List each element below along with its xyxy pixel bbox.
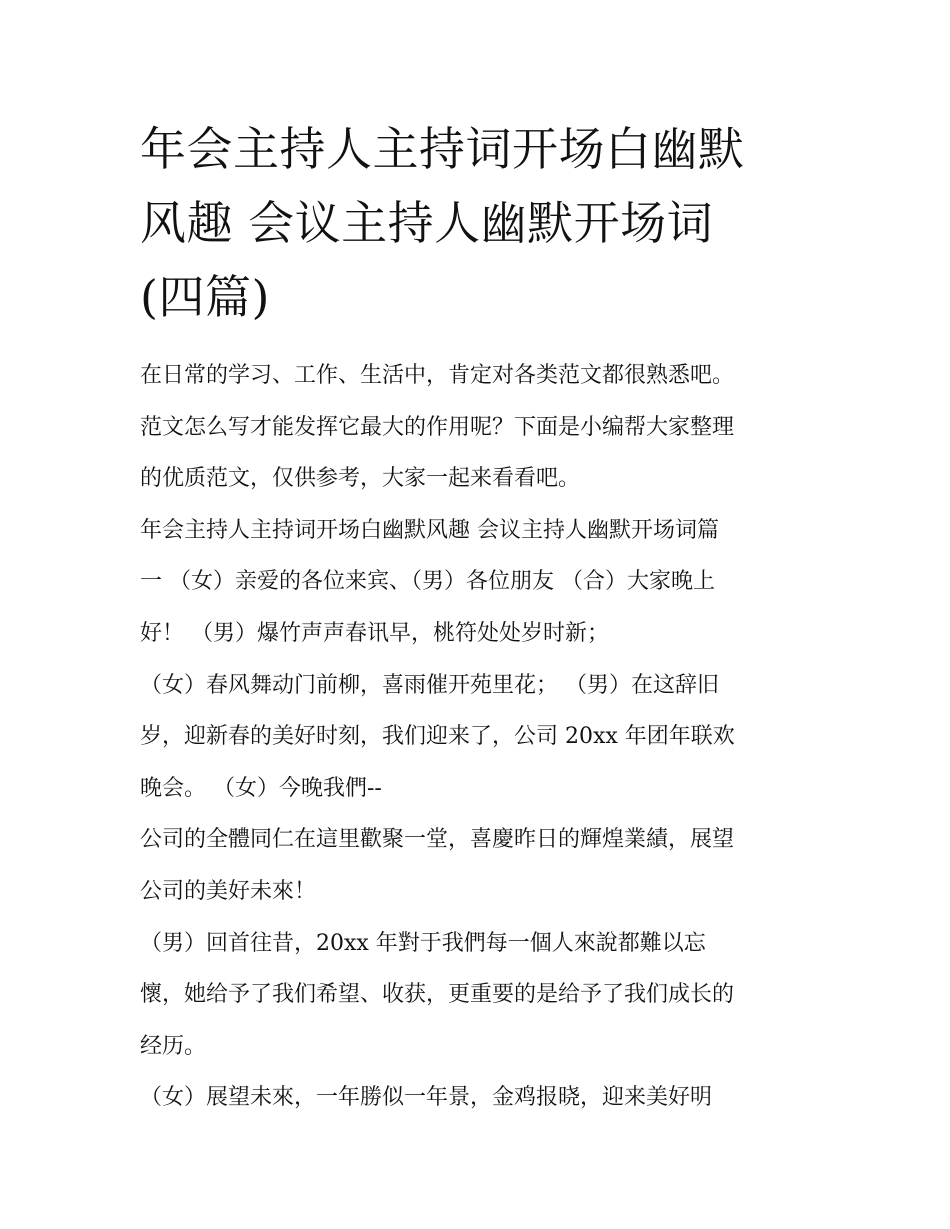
body-line: 公司的全體同仁在這里歡聚一堂，喜慶昨日的輝煌業績，展望 (140, 827, 735, 853)
document-title (140, 112, 820, 334)
body-line: 范文怎么写才能发挥它最大的作用呢？下面是小编帮大家整理 (140, 414, 735, 440)
body-line: 年会主持人主持词开场白幽默风趣 会议主持人幽默开场词篇 (140, 517, 719, 543)
body-line: 懷，她给予了我们希望、收获，更重要的是给予了我们成长的 (140, 982, 735, 1008)
document-body (140, 350, 820, 1124)
body-line: （女）展望未來，一年勝似一年景，金鸡报晓，迎来美好明 (140, 1085, 713, 1111)
body-line: 岁，迎新春的美好时刻，我们迎来了，公司 20xx 年团年联欢 (140, 724, 735, 750)
body-line: 晚会。 （女）今晚我們-- (140, 775, 382, 801)
title-line-3: (四篇) (140, 270, 270, 324)
title-line-1: 年会主持人主持词开场白幽默 (140, 122, 745, 176)
body-line: 在日常的学习、工作、生活中，肯定对各类范文都很熟悉吧。 (140, 363, 735, 388)
body-line: （男）回首往昔，20xx 年對于我們每一個人來說都難以忘 (140, 930, 706, 956)
body-line: 一 （女）亲爱的各位来宾、（男）各位朋友 （合）大家晚上 (140, 569, 715, 595)
body-line: 经历。 (140, 1033, 207, 1059)
body-line: 好！ （男）爆竹声声春讯早，桃符处处岁时新； (140, 620, 609, 646)
document-content (140, 112, 820, 1124)
body-line: 的优质范文，仅供参考，大家一起来看看吧。 (140, 466, 581, 492)
body-line: 公司的美好未來！ (140, 878, 317, 904)
title-line-2: 风趣 会议主持人幽默开场词 (140, 196, 714, 250)
body-line: （女）春风舞动门前柳，喜雨催开苑里花； （男）在这辞旧 (140, 672, 719, 698)
